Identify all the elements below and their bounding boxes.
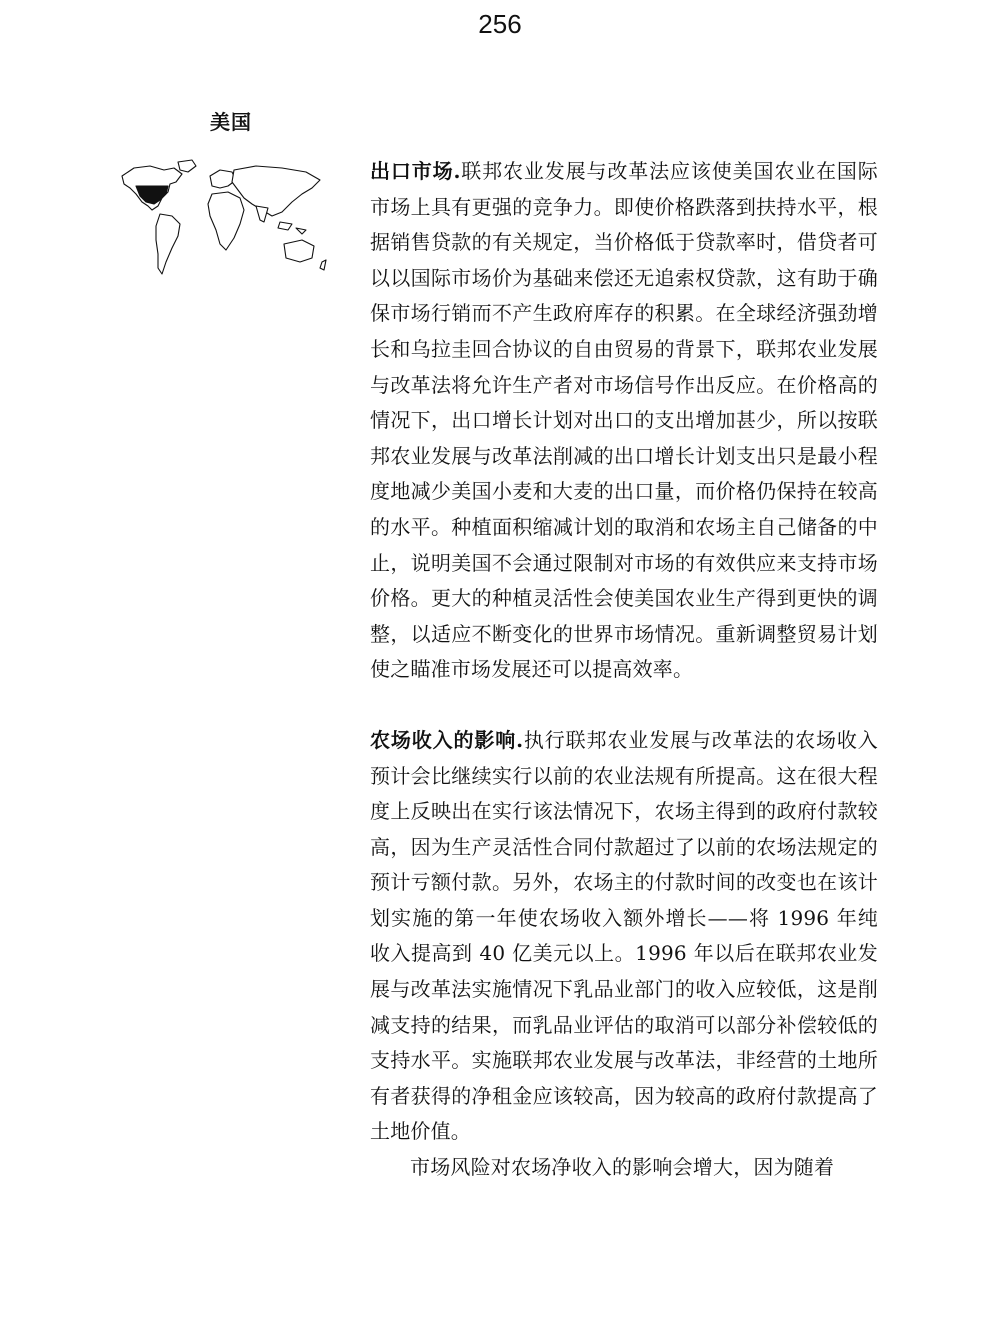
market-risk-paragraph — [370, 1150, 878, 1186]
asia-shape — [232, 166, 320, 216]
farm-income-text: 执行联邦农业发展与改革法的农场收入预计会比继续实行以前的农业法规有所提高。这在很大程度上反映出在实行该法情况下，农场主得到的政府付款较高，因为生产灵活性合同付款超过了以前的农场法规定的预计亏额付款。另外，农场主的付款时间的改变也在该计划实施的第一年使农场收入额外增长——将 1996 年纯收入提高到 40 亿美元以上。1996 年以后在联邦农业发展与改革法实施情况下乳品业部门的收入应较低，这是削减支持的结果，而乳品业评估的取消可以部分补偿较低的支持水平。实施联邦农业发展与改革法，非经营的土地所有者获得的净租金应该较高，因为较高的政府付款提高了土地价值。 — [370, 727, 878, 1144]
islands-shape — [278, 222, 306, 234]
new-zealand-shape — [320, 260, 326, 270]
south-america-shape — [156, 214, 180, 274]
farm-income-heading: 农场收入的影响. — [370, 727, 524, 752]
page-number: 256 — [478, 9, 522, 39]
export-market-paragraph — [370, 154, 878, 688]
export-market-heading: 出口市场. — [370, 159, 461, 183]
export-market-text: 联邦农业发展与改革法应该使美国农业在国际市场上具有更强的竞争力。即使价格跌落到扶持水平，根据销售贷款的有关规定，当价格低于贷款率时，借贷者可以以国际市场价为基础来偿还无追索权贷款，这有助于确保市场行销而不产生政府库存的积累。在全球经济强劲增长和乌拉圭回合协议的自由贸易的背景下，联邦农业发展与改革法将允许生产者对市场信号作出反应。在价格高的情况下，出口增长计划对出口的支出增加甚少，所以按联邦农业发展与改革法削减的出口增长计划支出只是最小程度地减少美国小麦和大麦的出口量，而价格仍保持在较高的水平。种植面积缩减计划的取消和农场主自己储备的中止，说明美国不会通过限制对市场的有效供应来支持市场价格。更大的种植灵活性会使美国农业生产得到更快的调整，以适应不断变化的世界市场情况。重新调整贸易计划使之瞄准市场发展还可以提高效率。 — [370, 159, 878, 682]
africa-shape — [208, 192, 244, 250]
body-text — [370, 154, 878, 1186]
market-risk-text: 市场风险对农场净收入的影响会增大，因为随着 — [410, 1155, 835, 1180]
country-label: 美国 — [210, 110, 252, 134]
australia-shape — [284, 240, 314, 262]
greenland-shape — [178, 160, 196, 172]
farm-income-paragraph — [370, 723, 878, 1150]
india-shape — [256, 206, 268, 222]
world-map-icon — [116, 158, 336, 298]
